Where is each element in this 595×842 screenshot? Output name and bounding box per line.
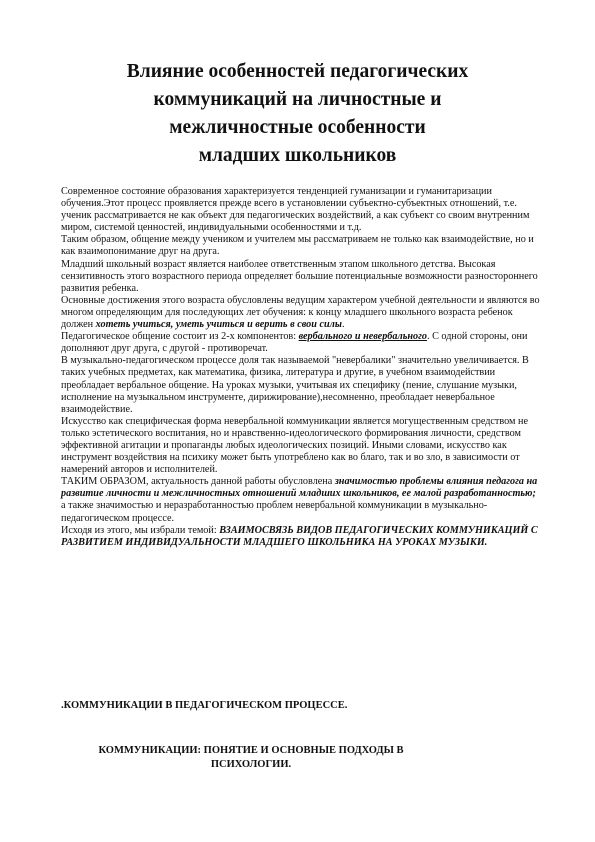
paragraph-8 [61, 476, 541, 524]
paragraph-4 [61, 295, 541, 331]
section-heading-1: .КОММУНИКАЦИИ В ПЕДАГОГИЧЕСКОМ ПРОЦЕССЕ. [61, 700, 348, 711]
paragraph-4-emphasis: хотеть учиться, уметь учиться и верить в свои силы [95, 319, 342, 331]
paragraph-1: Современное состояние образования характеризуется тенденцией гуманизации и гуманитаризации обучения.Этот процесс проявляется прежде всего в установлении субъектно-субъектных отношений, т.е. ученик рассматривается не как объект для педагогических воздействий, а как субъект со своим внутренним миром, системой ценностей, индивидуальными особенностями и т.д. [61, 186, 530, 234]
paragraph-4-text: Основные достижения этого возраста обусловлены ведущим характером учебной деятельности и являются во многом определяющим для последующих лет обучения: к концу младшего школьного возраста ребенок должен [61, 294, 540, 331]
document-title [60, 58, 535, 170]
paragraph-3: Младший школьный возраст является наиболее ответственным этапом школьного детства. Высокая сензитивность этого возрастного периода определяет большие потенциальные возможности разностороннего развития ребенка. [61, 258, 538, 294]
section-heading-2-line-1: КОММУНИКАЦИИ: ПОНЯТИЕ И ОСНОВНЫЕ ПОДХОДЫ В [98, 745, 404, 756]
paragraph-8-text: ТАКИМ ОБРАЗОМ, актуальность данной работы обусловлена [61, 476, 335, 488]
document-body [61, 186, 541, 549]
paragraph-7: Искусство как специфическая форма невербальной коммуникации является могущественным средством не только эстетического воспитания, но и нравственно-идеологического формирования личности, средством эффективной агитации и пропаганды любых идеологических позиций. Иными словами, искусство как инструмент воздействия на психику может быть употреблено как во благо, так и во зло, в зависимости от намерений авторов и исполнителей. [61, 415, 528, 476]
paragraph-9-text: Исходя из этого, мы избрали темой: [61, 524, 220, 536]
section-heading-2 [61, 744, 441, 772]
paragraph-4-end: . [341, 319, 345, 331]
title-line-4: младших школьников [198, 145, 397, 166]
paragraph-8-emphasis: значимостью проблемы влияния педагога на развитие личности и межличностных отношений младших школьников, ее малой разработанностью; [61, 476, 538, 500]
title-line-1: Влияние особенностей педагогических [126, 61, 469, 82]
title-line-3: межличностные особенности [169, 117, 426, 138]
paragraph-5-emphasis: вербального и невербального [298, 331, 427, 343]
paragraph-5-end: . С одной стороны, они дополняют друг друга, с другой - противоречат. [61, 331, 528, 355]
paragraph-5 [61, 331, 541, 355]
paragraph-8-end: а также значимостью и неразработанностью проблем невербальной коммуникации в музыкально-педагогическом процессе. [61, 500, 488, 524]
title-line-2: коммуникаций на личностные и [153, 89, 442, 110]
paragraph-5-text: Педагогическое общение состоит из 2-х компонентов: [61, 331, 299, 343]
paragraph-6: В музыкально-педагогическом процессе доля так называемой "невербалики" значительно увеличивается. В таких учебных предметах, как математика, физика, литература и другие, в учебном взаимодействии преобладает вербальное общение. На уроках музыки, учитывая их специфику (пение, слушание музыки, исполнение на музыкальном инструменте, дирижирование),несомненно, преобладает невербальное взаимодействие. [61, 355, 529, 415]
paragraph-2: Таким образом, общение между учеником и учителем мы рассматриваем не только как взаимодействие, но и как взаимопонимание друг на друга. [61, 234, 534, 258]
paragraph-9 [61, 525, 541, 549]
paragraph-9-topic: ВЗАИМОСВЯЗЬ ВИДОВ ПЕДАГОГИЧЕСКИХ КОММУНИКАЦИЙ С РАЗВИТИЕМ ИНДИВИДУАЛЬНОСТИ МЛАДШЕГО ШКОЛЬНИКА НА УРОКАХ МУЗЫКИ. [61, 524, 538, 548]
section-heading-2-line-2: ПСИХОЛОГИИ. [210, 759, 292, 770]
